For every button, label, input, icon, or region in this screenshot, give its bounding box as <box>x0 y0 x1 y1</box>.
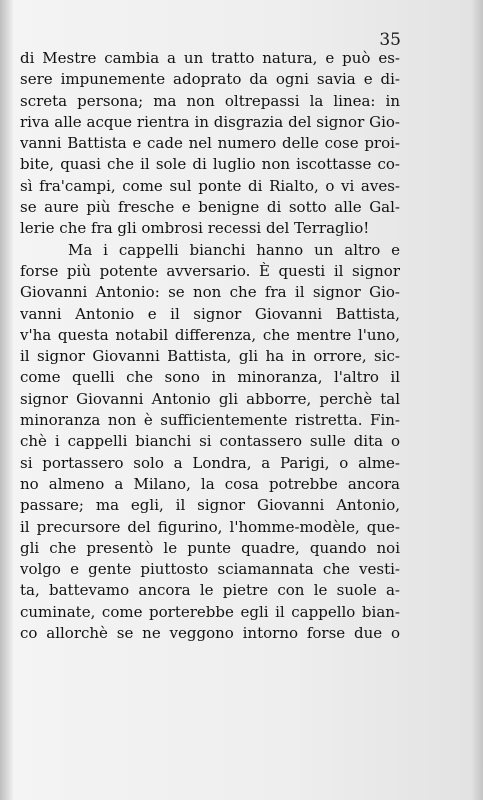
text-line: signor Giovanni Antonio gli abborre, perchè tal <box>20 389 400 408</box>
text-line: ta, battevamo ancora le pietre con le suole a- <box>20 581 400 600</box>
text-line: co allorchè se ne veggono intorno forse due o <box>20 624 400 643</box>
body-text <box>20 48 400 644</box>
text-line: no almeno a Milano, la cosa potrebbe ancora <box>20 474 400 493</box>
text-line: v'ha questa notabil differenza, che mentre l'uno, <box>20 325 400 344</box>
text-line: se aure più fresche e benigne di sotto alle Gal- <box>20 198 400 217</box>
page-edge-shadow <box>471 0 483 800</box>
text-line: sere impunemente adoprato da ogni savia e di- <box>20 70 400 89</box>
text-line: Ma i cappelli bianchi hanno un altro e <box>68 240 400 259</box>
text-line: vanni Antonio e il signor Giovanni Battista, <box>20 304 400 323</box>
page-number: 35 <box>379 30 401 50</box>
text-line: di Mestre cambia a un tratto natura, e può es- <box>20 49 400 67</box>
text-line: chè i cappelli bianchi si contassero sulle dita o <box>20 432 400 451</box>
text-line: riva alle acque rientra in disgrazia del signor Gio- <box>20 112 400 131</box>
text-line: si portassero solo a Londra, a Parigi, o alme- <box>20 453 400 472</box>
text-line: sì fra'campi, come sul ponte di Rialto, o vi aves- <box>20 176 400 195</box>
text-line: bite, quasi che il sole di luglio non iscottasse co- <box>20 155 400 174</box>
text-line: screta persona; ma non oltrepassi la linea: in <box>20 91 400 110</box>
text-line: Giovanni Antonio: se non che fra il signor Gio- <box>20 283 400 302</box>
text-line: minoranza non è sufficientemente ristretta. Fin- <box>20 411 400 430</box>
text-line: lerie che fra gli ombrosi recessi del Terraglio! <box>20 219 370 238</box>
text-line: vanni Battista e cade nel numero delle cose proi- <box>20 134 400 153</box>
text-line: gli che presentò le punte quadre, quando noi <box>20 538 400 557</box>
text-line: il signor Giovanni Battista, gli ha in orrore, sic- <box>20 347 400 366</box>
text-line: cuminate, come porterebbe egli il cappello bian- <box>20 602 400 621</box>
text-line: passare; ma egli, il signor Giovanni Antonio, <box>20 496 400 515</box>
text-line: forse più potente avversario. È questi il signor <box>20 261 400 280</box>
text-line: come quelli che sono in minoranza, l'altro il <box>20 368 400 387</box>
text-line: volgo e gente piuttosto sciamannata che vesti- <box>20 560 400 579</box>
text-line: il precursore del figurino, l'homme-modèle, que- <box>20 517 400 536</box>
page-gutter-shadow <box>0 0 14 800</box>
